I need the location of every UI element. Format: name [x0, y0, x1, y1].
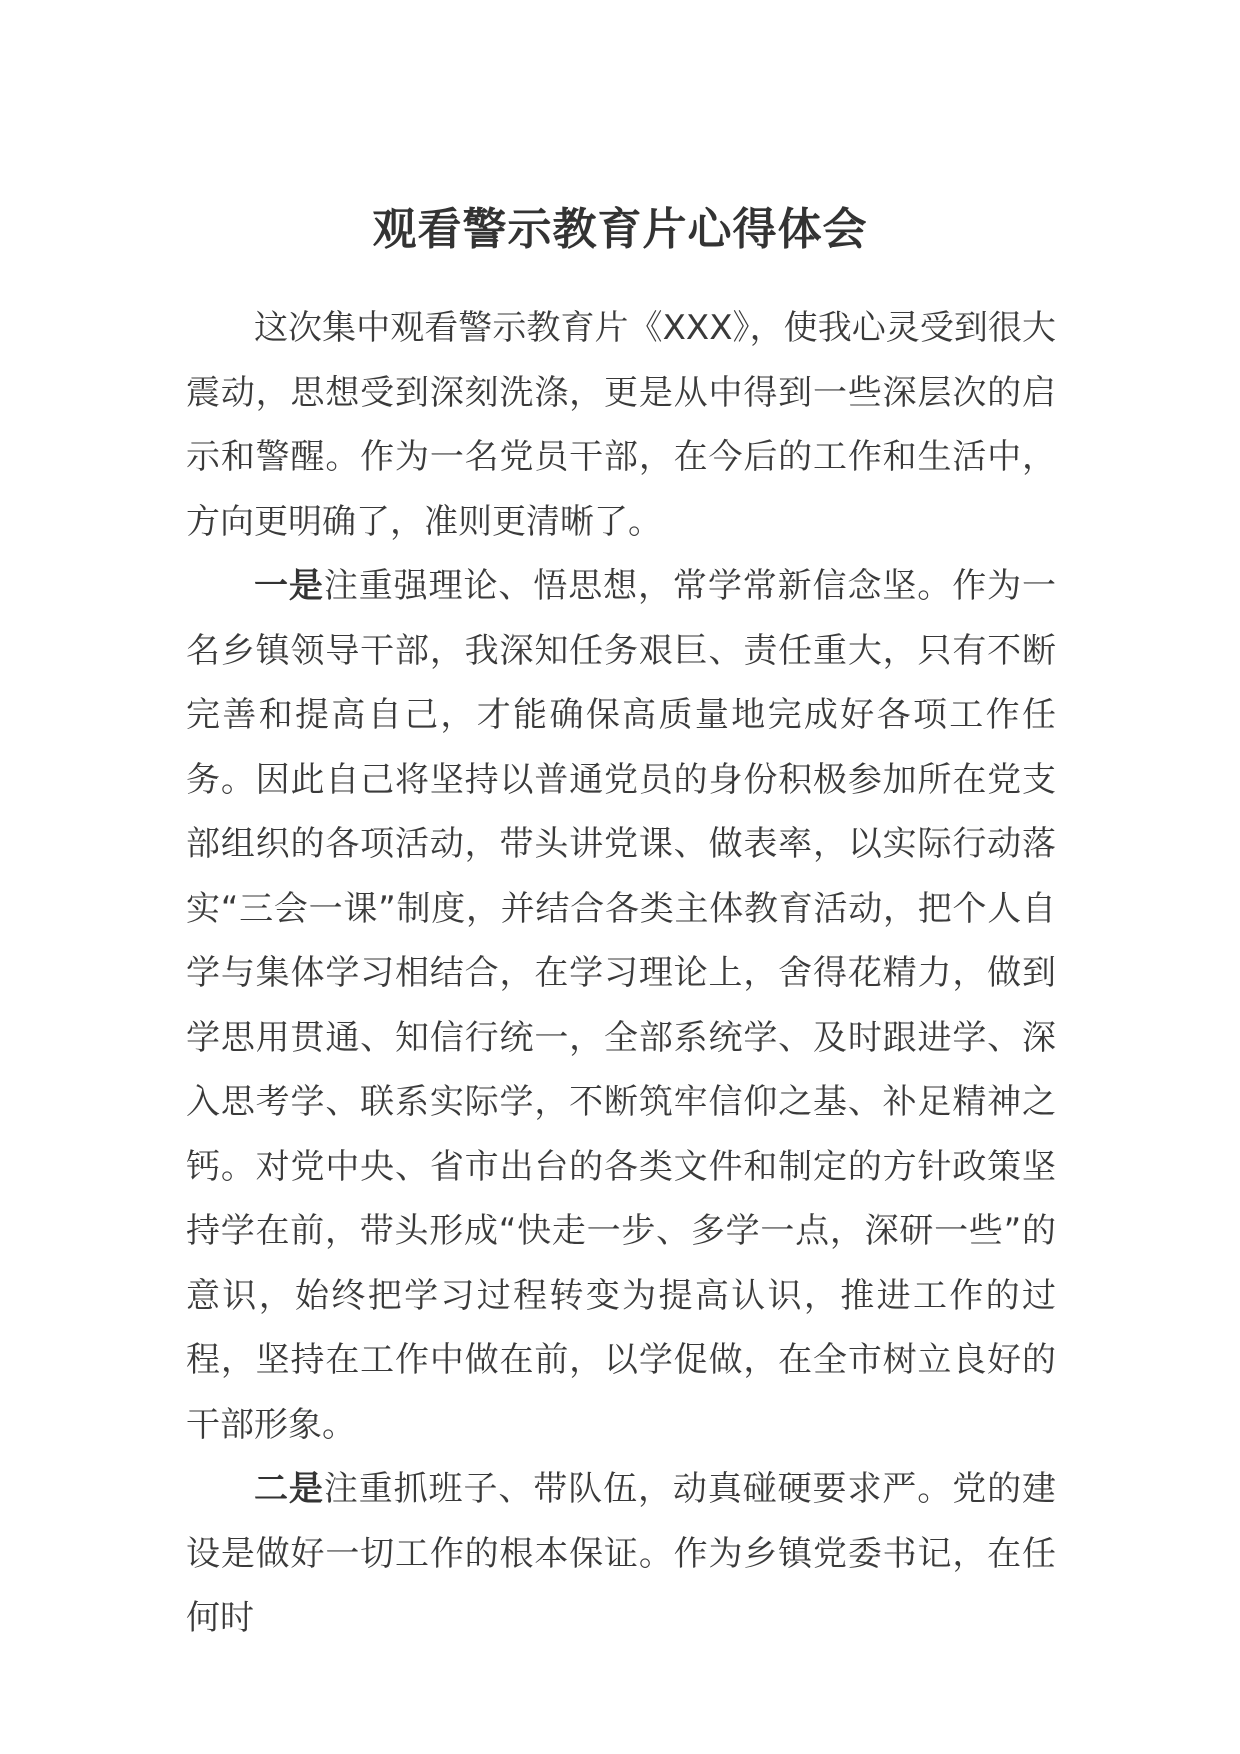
paragraph-text: 注重强理论、悟思想，常学常新信念坚。作为一名乡镇领导干部，我深知任务艰巨、责任重大，只有不断完善和提高自己，才能确保高质量地完成好各项工作任务。因此自己将坚持以普通党员的身份积极参加所在党支部组织的各项活动，带头讲党课、做表率，以实际行动落实“三会一课”制度，并结合各类主体教育活动，把个人自学与集体学习相结合，在学习理论上，舍得花精力，做到学思用贯通、知信行统一，全部系统学、及时跟进学、深入思考学、联系实际学，不断筑牢信仰之基、补足精神之钙。对党中央、省市出台的各类文件和制定的方针政策坚持学在前，带头形成“快走一步、多学一点，深研一些”的意识，始终把学习过程转变为提高认识，推进工作的过程，坚持在工作中做在前，以学促做，在全市树立良好的干部形象。 — [186, 566, 1057, 1445]
paragraph-point-one — [186, 554, 1056, 1457]
paragraph-text: 注重抓班子、带队伍，动真碰硬要求严。党的建设是做好一切工作的根本保证。作为乡镇党委书记，在任何时 — [186, 1469, 1057, 1638]
document-title: 观看警示教育片心得体会 — [372, 204, 868, 255]
paragraph-lead: 一是 — [254, 566, 324, 606]
paragraph-text: 这次集中观看警示教育片《XXX》，使我心灵受到很大震动，思想受到深刻洗涤，更是从中得到一些深层次的启示和警醒。作为一名党员干部，在今后的工作和生活中，方向更明确了，准则更清晰了。 — [186, 308, 1056, 542]
document-body — [186, 296, 1056, 1651]
paragraph-intro — [186, 296, 1056, 554]
paragraph-point-two — [186, 1457, 1056, 1651]
paragraph-lead: 二是 — [254, 1469, 324, 1509]
